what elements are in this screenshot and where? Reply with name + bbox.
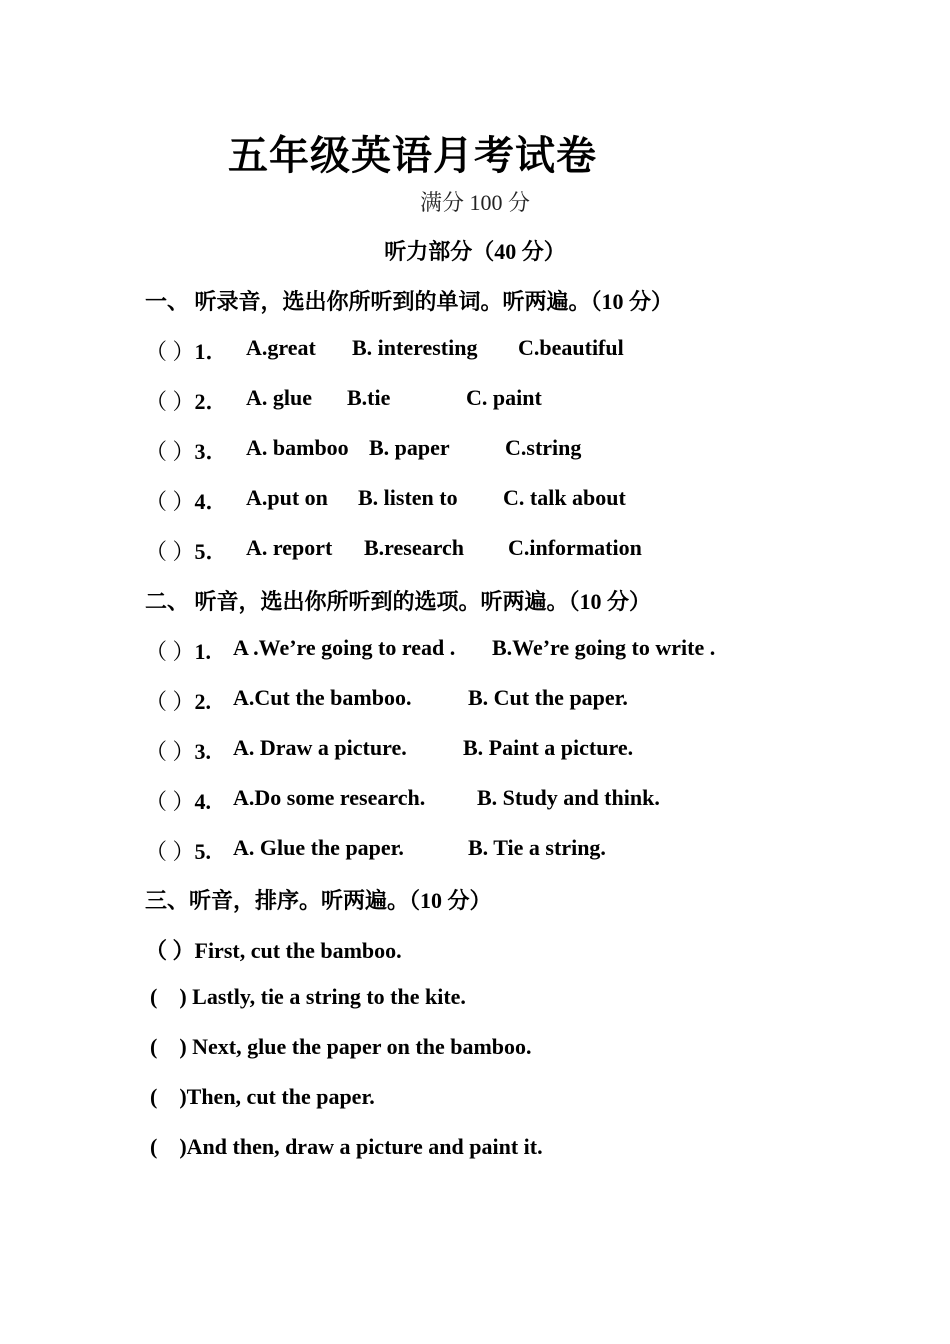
answer-paren: （ ） [145, 739, 195, 764]
option-c: C.information [508, 535, 642, 560]
item-number: 3. [194, 739, 212, 764]
item-number: 5. [194, 839, 212, 864]
answer-paren: （ ） [145, 839, 195, 864]
item-number: 1． [194, 339, 228, 364]
option-b: B. Paint a picture. [463, 735, 634, 760]
answer-paren: （ ） [145, 639, 195, 664]
section1-item-2 [145, 385, 542, 416]
option-b: B. interesting [352, 335, 478, 360]
item-number: 5． [194, 539, 228, 564]
option-a: A. Draw a picture. [233, 735, 407, 760]
listening-heading: 听力部分（40 分） [384, 239, 566, 264]
section3-item: ( ) Lastly, tie a string to the kite. [150, 984, 466, 1009]
answer-paren: （ ） [145, 339, 195, 364]
section2-item-4 [145, 785, 660, 816]
option-a: A. report [246, 535, 333, 560]
full-score: 满分 100 分 [419, 190, 530, 215]
item-number: 2. [194, 689, 212, 714]
option-a: A .We’re going to read . [233, 635, 456, 660]
option-a: A. Glue the paper. [233, 835, 404, 860]
section1-item-4 [145, 485, 626, 516]
section2-item-2 [145, 685, 628, 716]
option-c: C.string [505, 435, 582, 460]
answer-paren: （ ） [145, 789, 195, 814]
option-b: B. Study and think. [477, 785, 660, 810]
section2-item-1 [145, 635, 716, 666]
section2-heading: 二、 听音，选出你所听到的选项。听两遍。（10 分） [145, 589, 652, 614]
section3-item: ( )Then, cut the paper. [150, 1084, 375, 1109]
section2-item-5 [145, 835, 606, 866]
section3-item: ( )And then, draw a picture and paint it. [150, 1134, 543, 1159]
option-a: A.Do some research. [233, 785, 426, 810]
section1-item-1 [145, 335, 624, 366]
section1-item-3 [145, 435, 582, 466]
option-b: B. Tie a string. [468, 835, 606, 860]
item-number: 4. [194, 789, 212, 814]
option-b: B.research [364, 535, 464, 560]
option-b: B. paper [369, 435, 450, 460]
section3-heading: 三、听音，排序。听两遍。（10 分） [145, 888, 492, 913]
section1-item-5 [145, 535, 642, 566]
section1-heading: 一、 听录音，选出你所听到的单词。听两遍。（10 分） [145, 289, 674, 314]
section3-item-first: （ ）First, cut the bamboo. [145, 938, 402, 963]
section3-item: ( ) Next, glue the paper on the bamboo. [150, 1034, 532, 1059]
option-b: B. listen to [358, 485, 458, 510]
section2-item-3 [145, 735, 634, 766]
answer-paren: （ ） [145, 539, 195, 564]
answer-paren: （ ） [145, 689, 195, 714]
option-a: A. bamboo [246, 435, 349, 460]
option-a: A.Cut the bamboo. [233, 685, 412, 710]
option-b: B.We’re going to write . [492, 635, 716, 660]
option-c: C. paint [466, 385, 542, 410]
option-c: C. talk about [503, 485, 626, 510]
option-a: A.put on [246, 485, 328, 510]
option-b: B.tie [347, 385, 391, 410]
exam-title: 五年级英语月考试卷 [228, 133, 597, 179]
answer-paren: （ ） [145, 489, 195, 514]
item-number: 1. [194, 639, 212, 664]
option-a: A.great [246, 335, 316, 360]
option-c: C.beautiful [518, 335, 624, 360]
item-number: 3． [194, 439, 228, 464]
option-b: B. Cut the paper. [468, 685, 628, 710]
option-a: A. glue [246, 385, 312, 410]
answer-paren: （ ） [145, 439, 195, 464]
item-number: 4． [194, 489, 228, 514]
item-number: 2． [194, 389, 228, 414]
answer-paren: （ ） [145, 389, 195, 414]
